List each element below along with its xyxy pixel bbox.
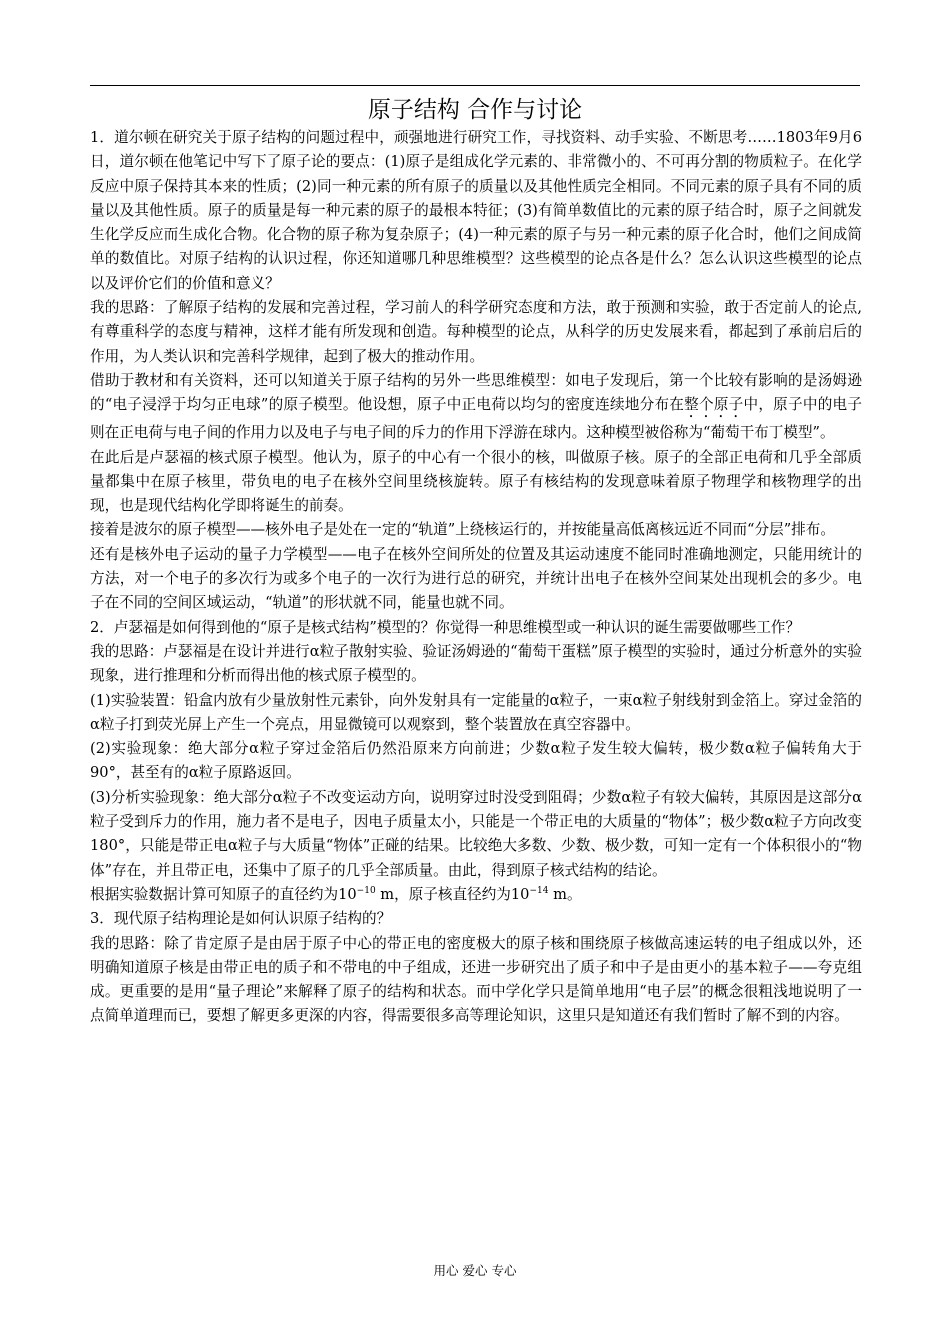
paragraph-thinking-3: 我的思路：除了肯定原子是由居于原子中心的带正电的密度极大的原子核和围绕原子核做高速运转的电子组成以外，还明确知道原子核是由带正电的质子和不带电的中子组成，还进一步研究出了质子和中子是由更小的基本粒子——夸克组成。更重要的是用“量子理论”来解释了原子的结构和状态。而中学化学只是简单地用“电子层”的概念很粗浅地说明了一点简单道理而已，要想了解更多更深的内容，得需要很多高等理论知识，这里只是知道还有我们暂时了解不到的内容。 (90, 934, 862, 1025)
thomson-text-b: 中，原子中的电子则在正电荷与电子间的作用力以及电子与电子间的斥力的作用下浮游在球内。这种模型被俗称为“葡萄干布丁模型”。 (90, 396, 862, 442)
paragraph-thinking-1: 我的思路：了解原子结构的发展和完善过程，学习前人的科学研究态度和方法，敢于预测和实验，敢于否定前人的论点,有尊重科学的态度与精神，这样才能有所发现和创造。每种模型的论点，从科学的历史发展来看，都起到了承前启后的作用，为人类认识和完善科学规律，起到了极大的推动作用。 (90, 299, 862, 365)
document-body (90, 126, 862, 1029)
diameter-text-a: 根据实验数据计算可知原子的直径约为10 (90, 885, 357, 903)
page-title: 原子结构 合作与讨论 (367, 97, 583, 123)
diameter-text-c: m。 (548, 885, 582, 903)
paragraph-q1: 1．道尔顿在研究关于原子结构的问题过程中，顽强地进行研究工作，寻找资料、动手实验、不断思考……1803年9月6日，道尔顿在他笔记中写下了原子论的要点：(1)原子是组成化学元素的、非常微小的、不可再分割的物质粒子。在化学反应中原子保持其本来的性质；(2)同一种元素的所有原子的质量以及其他性质完全相同。不同元素的原子具有不同的质量以及其他性质。原子的质量是每一种元素的原子的最根本特征；(3)有简单数值比的元素的原子结合时，原子之间就发生化学反应而生成化合物。化合物的原子称为复杂原子；(4)一种元素的原子与另一种元素的原子化合时，他们之间成简单的数值比。对原子结构的认识过程，你还知道哪几种思维模型？这些模型的论点各是什么？怎么认识这些模型的论点以及评价它们的价值和意义？ (90, 129, 862, 292)
paragraph-rutherford-model: 在此后是卢瑟福的核式原子模型。他认为，原子的中心有一个很小的核，叫做原子核。原子的全部正电荷和几乎全部质量都集中在原子核里，带负电的电子在核外空间里绕核旋转。原子有核结构的发现意味着原子物理学和核物理学的出现，也是现代结构化学即将诞生的前奏。 (90, 448, 862, 515)
emphasized-text: 整个原子 (684, 396, 744, 414)
paragraph-quantum-model: 还有是核外电子运动的量子力学模型——电子在核外空间所处的位置及其运动速度不能同时准确地测定，只能用统计的方法，对一个电子的多次行为或多个电子的一次行为进行总的研究，并统计出电子在核外空间某处出现机会的多少。电子在不同的空间区域运动，“轨道”的形状就不同，能量也就不同。 (90, 545, 862, 612)
paragraph-experiment-analysis: (3)分析实验现象：绝大部分α粒子不改变运动方向，说明穿过时没受到阻碍；少数α粒子有较大偏转，其原因是这部分α粒子受到斥力的作用，施力者不是电子，因电子质量太小，只能是一个带正电的大质量的“物体”；极少数α粒子方向改变180°，只能是带正电α粒子与大质量“物体”正碰的结果。比较绝大多数、少数、极少数，可知一定有一个体积很小的“物体”存在，并且带正电，还集中了原子的几乎全部质量。由此，得到原子核式结构的结论。 (90, 788, 862, 879)
paragraph-thomson-model (90, 369, 862, 446)
thomson-text-a: 借助于教材和有关资料，还可以知道关于原子结构的另外一些思维模型：如电子发现后，第一个比较有影响的是汤姆逊的“电子浸浮于均匀正电球”的原子模型。他设想，原子中正电荷以均匀的密度连续地分布在 (90, 371, 862, 414)
header-rule (90, 85, 860, 86)
paragraph-thinking-2: 我的思路：卢瑟福是在设计并进行α粒子散射实验、验证汤姆逊的“葡萄干蛋糕”原子模型的实验时，通过分析意外的实验现象，进行推理和分析而得出他的核式原子模型的。 (90, 642, 862, 685)
exponent-atom: −10 (356, 885, 376, 896)
paragraph-q3: 3．现代原子结构理论是如何认识原子结构的？ (90, 910, 392, 928)
diameter-text-b: m，原子核直径约为10 (375, 885, 530, 903)
paragraph-q2: 2．卢瑟福是如何得到他的“原子是核式结构”模型的？你觉得一种思维模型或一种认识的诞生需要做哪些工作？ (90, 618, 801, 636)
paragraph-bohr-model: 接着是波尔的原子模型——核外电子是处在一定的“轨道”上绕核运行的，并按能量高低离核远近不同而“分层”排布。 (90, 521, 835, 539)
exponent-nucleus: −14 (529, 885, 549, 896)
paragraph-diameters (90, 883, 862, 907)
paragraph-experiment-phenomena: (2)实验现象：绝大部分α粒子穿过金箔后仍然沿原来方向前进；少数α粒子发生较大偏转，极少数α粒子偏转角大于90°，甚至有的α粒子原路返回。 (90, 740, 862, 782)
paragraph-experiment-setup: (1)实验装置：铅盒内放有少量放射性元素钋，向外发射具有一定能量的α粒子，一束α粒子射线射到金箔上。穿过金箔的α粒子打到荧光屏上产生一个亮点，用显微镜可以观察到，整个装置放在真空容器中。 (90, 691, 862, 733)
page-footer: 用心 爱心 专心 (433, 1263, 517, 1278)
